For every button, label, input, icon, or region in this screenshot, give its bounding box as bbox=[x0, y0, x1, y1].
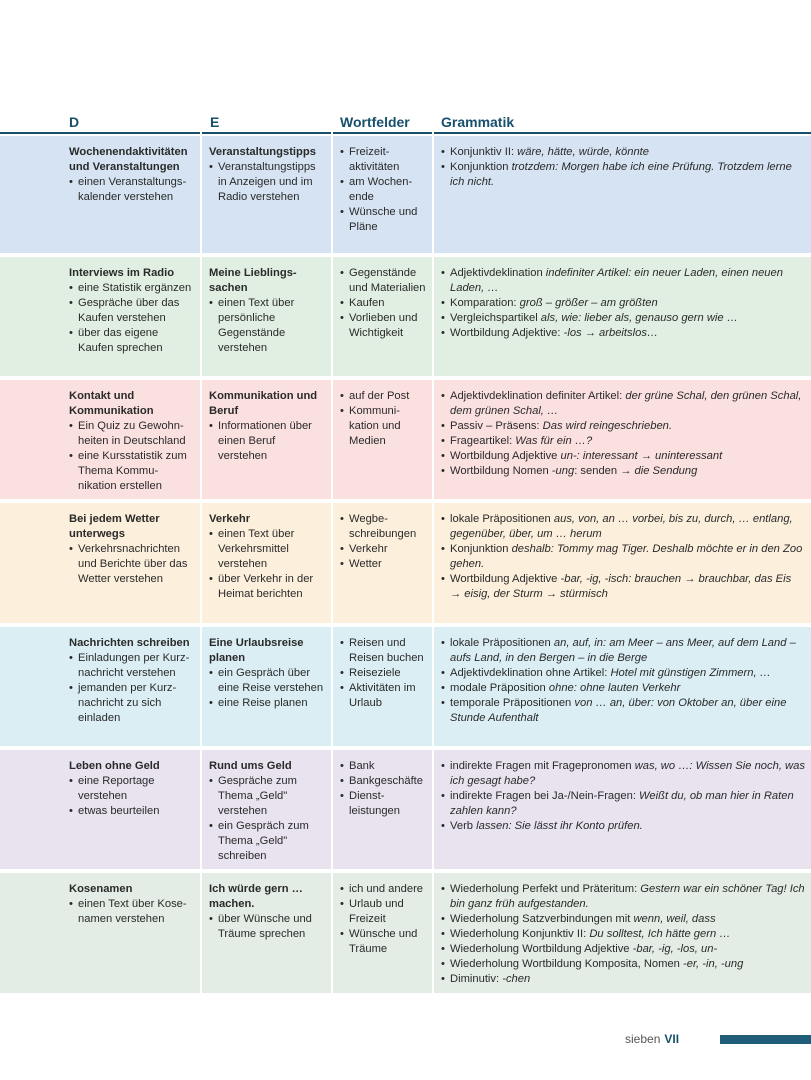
list-item: • Konjunktion trotzdem: Morgen habe ich eine Prüfung. Trotzdem lerne ich nicht. bbox=[441, 160, 805, 190]
list-item: • eine Statistik ergänzen bbox=[69, 281, 194, 296]
list-item: • ich und andere bbox=[340, 882, 426, 897]
bullet-list bbox=[209, 419, 325, 464]
list-item: • einen Text über Verkehrsmittel verstehen bbox=[209, 527, 325, 572]
cell-grammatik bbox=[434, 380, 811, 499]
list-item: • Verb lassen: Sie lässt ihr Konto prüfen. bbox=[441, 819, 805, 834]
cell-e-title: Veranstaltungstipps bbox=[209, 146, 316, 158]
cell-e-title: Rund ums Geld bbox=[209, 760, 292, 772]
page-word: sieben bbox=[625, 1032, 661, 1046]
list-item: • Wegbe-schreibungen bbox=[340, 512, 426, 542]
header-rule-w bbox=[333, 132, 432, 134]
cell-d-title: Kosenamen bbox=[69, 883, 133, 895]
bullet-list bbox=[209, 527, 325, 602]
list-item: • Wünsche und Pläne bbox=[340, 205, 426, 235]
list-item: • eine Reise planen bbox=[209, 696, 325, 711]
list-item: • Wünsche und Träume bbox=[340, 927, 426, 957]
cell-d-title: Nachrichten schreiben bbox=[69, 637, 190, 649]
bullet-list bbox=[209, 296, 325, 356]
header-col-wortfelder: Wortfelder bbox=[340, 114, 410, 130]
cell-e bbox=[202, 503, 331, 623]
bullet-list bbox=[340, 636, 426, 711]
list-item: • indirekte Fragen mit Fragepronomen was, wo …: Wissen Sie noch, was ich gesagt habe? bbox=[441, 759, 805, 789]
list-item: • Adjektivdeklination indefiniter Artikel: ein neuer Laden, einen neuen Laden, … bbox=[441, 266, 805, 296]
bullet-list bbox=[69, 774, 194, 819]
cell-d-title: Bei jedem Wetter unterwegs bbox=[69, 513, 160, 540]
cell-e-title: Ich würde gern … machen. bbox=[209, 883, 303, 910]
list-item: • Adjektivdeklination definiter Artikel: der grüne Schal, den grünen Schal, dem grünen Schal, … bbox=[441, 389, 805, 419]
bullet-list bbox=[69, 281, 194, 356]
list-item: • eine Reportage verstehen bbox=[69, 774, 194, 804]
cell-d bbox=[62, 627, 200, 746]
list-item: • Urlaub und Freizeit bbox=[340, 897, 426, 927]
list-item: • Wiederholung Satzverbindungen mit wenn, weil, dass bbox=[441, 912, 805, 927]
list-item: • Dienst-leistungen bbox=[340, 789, 426, 819]
page-accent-bar bbox=[720, 1035, 811, 1044]
header-col-d: D bbox=[69, 114, 80, 130]
list-item: • einen Text über persönliche Gegenstände verstehen bbox=[209, 296, 325, 356]
bullet-list bbox=[69, 542, 194, 587]
cell-grammatik bbox=[434, 503, 811, 623]
bullet-list bbox=[441, 759, 805, 834]
list-item: • Konjunktiv II: wäre, hätte, würde, könnte bbox=[441, 145, 805, 160]
header-rule-g bbox=[434, 132, 811, 134]
cell-e-title: Kommunikation und Beruf bbox=[209, 390, 318, 417]
table-row bbox=[0, 380, 811, 499]
list-item: • Kaufen bbox=[340, 296, 426, 311]
list-item: • modale Präposition ohne: ohne lauten Verkehr bbox=[441, 681, 805, 696]
cell-e-title: Meine Lieblings-sachen bbox=[209, 267, 297, 294]
bullet-list bbox=[340, 389, 426, 449]
cell-e bbox=[202, 873, 331, 993]
list-item: • Vergleichspartikel als, wie: lieber als, genauso gern wie … bbox=[441, 311, 805, 326]
bullet-list bbox=[340, 266, 426, 341]
bullet-list bbox=[340, 512, 426, 572]
cell-wortfelder bbox=[333, 750, 432, 869]
list-item: • Wortbildung Adjektive un-: interessant → uninteressant bbox=[441, 449, 805, 464]
table-row bbox=[0, 873, 811, 993]
list-item: • ein Gespräch über eine Reise verstehen bbox=[209, 666, 325, 696]
list-item: • Adjektivdeklination ohne Artikel: Hotel mit günstigen Zimmern, … bbox=[441, 666, 805, 681]
header-rule-d bbox=[0, 132, 200, 134]
cell-d bbox=[62, 380, 200, 499]
bullet-list bbox=[441, 266, 805, 341]
bullet-list bbox=[69, 419, 194, 494]
cell-grammatik bbox=[434, 627, 811, 746]
list-item: • temporale Präpositionen von … an, über: von Oktober an, über eine Stunde Aufenthalt bbox=[441, 696, 805, 726]
cell-e bbox=[202, 136, 331, 253]
bullet-list bbox=[209, 160, 325, 205]
bullet-list bbox=[209, 666, 325, 711]
list-item: • Gespräche über das Kaufen verstehen bbox=[69, 296, 194, 326]
cell-grammatik bbox=[434, 873, 811, 993]
cell-wortfelder bbox=[333, 503, 432, 623]
list-item: • Freizeit-aktivitäten bbox=[340, 145, 426, 175]
bullet-list bbox=[69, 897, 194, 927]
list-item: • über Wünsche und Träume sprechen bbox=[209, 912, 325, 942]
list-item: • Passiv – Präsens: Das wird reingeschrieben. bbox=[441, 419, 805, 434]
cell-d bbox=[62, 750, 200, 869]
list-item: • Einladungen per Kurz-nachricht verstehen bbox=[69, 651, 194, 681]
list-item: • ein Gespräch zum Thema „Geld" schreiben bbox=[209, 819, 325, 864]
list-item: • Aktivitäten im Urlaub bbox=[340, 681, 426, 711]
bullet-list bbox=[441, 145, 805, 190]
page-number bbox=[625, 1032, 679, 1046]
cell-wortfelder bbox=[333, 873, 432, 993]
cell-d-title: Interviews im Radio bbox=[69, 267, 175, 279]
list-item: • eine Kursstatistik zum Thema Kommu-nikation erstellen bbox=[69, 449, 194, 494]
cell-wortfelder bbox=[333, 627, 432, 746]
bullet-list bbox=[441, 882, 805, 987]
table-row bbox=[0, 750, 811, 869]
cell-e bbox=[202, 380, 331, 499]
list-item: • Wiederholung Perfekt und Präteritum: Gestern war ein schöner Tag! Ich bin ganz früh aufgestanden. bbox=[441, 882, 805, 912]
cell-grammatik bbox=[434, 750, 811, 869]
header-col-e: E bbox=[210, 114, 220, 130]
list-item: • lokale Präpositionen aus, von, an … vorbei, bis zu, durch, … entlang, gegenüber, über, um … herum bbox=[441, 512, 805, 542]
cell-d bbox=[62, 873, 200, 993]
list-item: • einen Veranstaltungs-kalender verstehen bbox=[69, 175, 194, 205]
page-roman: VII bbox=[664, 1032, 680, 1046]
list-item: • jemanden per Kurz-nachricht zu sich einladen bbox=[69, 681, 194, 726]
list-item: • Wiederholung Wortbildung Adjektive -bar, -ig, -los, un- bbox=[441, 942, 805, 957]
list-item: • Wiederholung Konjunktiv II: Du solltest, Ich hätte gern … bbox=[441, 927, 805, 942]
list-item: • Verkehrsnachrichten und Berichte über das Wetter verstehen bbox=[69, 542, 194, 587]
table-row bbox=[0, 503, 811, 623]
table-row bbox=[0, 627, 811, 746]
cell-d-title: Leben ohne Geld bbox=[69, 760, 160, 772]
list-item: • am Wochen-ende bbox=[340, 175, 426, 205]
cell-e-title: Verkehr bbox=[209, 513, 251, 525]
header-rule-e bbox=[202, 132, 331, 134]
cell-d-title: Kontakt und Kommunikation bbox=[69, 390, 154, 417]
list-item: • über Verkehr in der Heimat berichten bbox=[209, 572, 325, 602]
cell-grammatik bbox=[434, 136, 811, 253]
list-item: • auf der Post bbox=[340, 389, 426, 404]
list-item: • Vorlieben und Wichtigkeit bbox=[340, 311, 426, 341]
list-item: • über das eigene Kaufen sprechen bbox=[69, 326, 194, 356]
cell-wortfelder bbox=[333, 380, 432, 499]
header-col-grammatik: Grammatik bbox=[441, 114, 515, 130]
list-item: • Informationen über einen Beruf verstehen bbox=[209, 419, 325, 464]
list-item: • Bank bbox=[340, 759, 426, 774]
cell-d-title: Wochenendaktivitäten und Veranstaltungen bbox=[69, 146, 188, 173]
list-item: • Reiseziele bbox=[340, 666, 426, 681]
list-item: • Wiederholung Wortbildung Komposita, Nomen -er, -in, -ung bbox=[441, 957, 805, 972]
list-item: • Reisen und Reisen buchen bbox=[340, 636, 426, 666]
list-item: • Komparation: groß – größer – am größten bbox=[441, 296, 805, 311]
list-item: • Konjunktion deshalb: Tommy mag Tiger. Deshalb möchte er in den Zoo gehen. bbox=[441, 542, 805, 572]
list-item: • indirekte Fragen bei Ja-/Nein-Fragen: Weißt du, ob man hier in Raten zahlen kann? bbox=[441, 789, 805, 819]
cell-d bbox=[62, 136, 200, 253]
cell-e-title: Eine Urlaubsreise planen bbox=[209, 637, 304, 664]
list-item: • etwas beurteilen bbox=[69, 804, 194, 819]
bullet-list bbox=[340, 145, 426, 235]
bullet-list bbox=[69, 651, 194, 726]
cell-e bbox=[202, 627, 331, 746]
bullet-list bbox=[209, 912, 325, 942]
cell-d bbox=[62, 257, 200, 376]
cell-grammatik bbox=[434, 257, 811, 376]
list-item: • Wetter bbox=[340, 557, 426, 572]
list-item: • Diminutiv: -chen bbox=[441, 972, 805, 987]
list-item: • Kommuni-kation und Medien bbox=[340, 404, 426, 449]
list-item: • Verkehr bbox=[340, 542, 426, 557]
list-item: • Wortbildung Adjektive: -los → arbeitslos… bbox=[441, 326, 805, 341]
list-item: • Veranstaltungstipps in Anzeigen und im Radio verstehen bbox=[209, 160, 325, 205]
list-item: • einen Text über Kose-namen verstehen bbox=[69, 897, 194, 927]
bullet-list bbox=[69, 175, 194, 205]
bullet-list bbox=[441, 512, 805, 602]
cell-wortfelder bbox=[333, 257, 432, 376]
list-item: • Wortbildung Adjektive -bar, -ig, -isch: brauchen → brauchbar, das Eis → eisig, der Sturm → stürmisch bbox=[441, 572, 805, 602]
list-item: • Wortbildung Nomen -ung: senden → die Sendung bbox=[441, 464, 805, 479]
bullet-list bbox=[441, 636, 805, 726]
table-row bbox=[0, 136, 811, 253]
list-item: • lokale Präpositionen an, auf, in: am Meer – ans Meer, auf dem Land – aufs Land, in den Bergen – in die Berge bbox=[441, 636, 805, 666]
cell-e bbox=[202, 750, 331, 869]
list-item: • Gegenstände und Materialien bbox=[340, 266, 426, 296]
cell-e bbox=[202, 257, 331, 376]
list-item: • Ein Quiz zu Gewohn-heiten in Deutschland bbox=[69, 419, 194, 449]
bullet-list bbox=[340, 759, 426, 819]
list-item: • Gespräche zum Thema „Geld" verstehen bbox=[209, 774, 325, 819]
table-header bbox=[0, 108, 811, 134]
bullet-list bbox=[209, 774, 325, 864]
bullet-list bbox=[441, 389, 805, 479]
cell-d bbox=[62, 503, 200, 623]
list-item: • Frageartikel: Was für ein …? bbox=[441, 434, 805, 449]
bullet-list bbox=[340, 882, 426, 957]
cell-wortfelder bbox=[333, 136, 432, 253]
list-item: • Bankgeschäfte bbox=[340, 774, 426, 789]
table-row bbox=[0, 257, 811, 376]
